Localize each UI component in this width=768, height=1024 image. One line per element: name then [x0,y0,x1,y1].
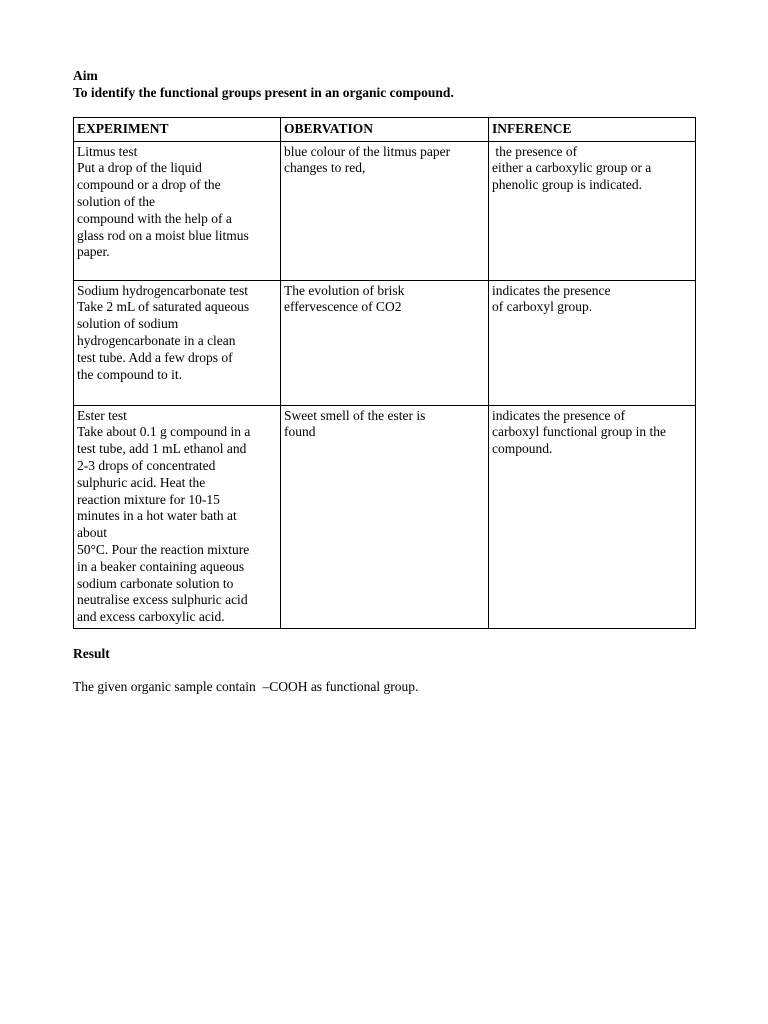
cell-text-line: indicates the presence of [492,407,626,423]
cell-text-line: indicates the presence [492,282,611,298]
cell-text-line: and excess carboxylic acid. [77,609,225,625]
header-observation: OBERVATION [281,117,489,141]
cell-text-line: of carboxyl group. [492,299,593,315]
result-heading: Result [73,645,110,661]
cell-text-line: Sweet smell of the ester is [284,407,426,423]
cell-text-line: the presence of [492,143,578,159]
cell-text-line: blue colour of the litmus paper [284,143,451,159]
table-row [74,141,696,280]
cell-text-line: about [77,525,107,541]
cell-text-line: Put a drop of the liquid [77,160,202,176]
cell-text-line: Take about 0.1 g compound in a [77,424,251,440]
cell-text-line: minutes in a hot water bath at [77,508,237,524]
cell-text-line: reaction mixture for 10-15 [77,491,220,507]
cell-text-line: either a carboxylic group or a [492,160,652,176]
cell-text-line: glass rod on a moist blue litmus [77,227,249,243]
cell-text-line: test tube, add 1 mL ethanol and [77,441,247,457]
cell-text-line: neutralise excess sulphuric acid [77,592,248,608]
cell-text-line: solution of the [77,193,155,209]
cell-text-line: changes to red, [284,160,366,176]
table-row [74,280,696,405]
cell-text-line: compound. [492,441,553,457]
observation-cell [281,405,489,628]
header-experiment: EXPERIMENT [74,117,281,141]
cell-text-line: Sodium hydrogencarbonate test [77,282,248,298]
table-header-row [74,117,696,141]
cell-text-line: Litmus test [77,143,138,159]
cell-text-line: carboxyl functional group in the [492,424,666,440]
inference-cell [489,280,696,405]
inference-cell [489,141,696,280]
cell-text-line: sulphuric acid. Heat the [77,474,206,490]
cell-text-line: compound or a drop of the [77,177,221,193]
experiment-cell [74,405,281,628]
cell-text-line: found [284,424,316,440]
cell-text-line: Ester test [77,407,127,423]
cell-text-line: sodium carbonate solution to [77,575,234,591]
observation-cell [281,141,489,280]
cell-text-line: paper. [77,244,110,260]
cell-text-line: Take 2 mL of saturated aqueous [77,299,250,315]
document-page [73,68,695,696]
cell-text-line: the compound to it. [77,366,182,382]
header-inference: INFERENCE [489,117,696,141]
table-row [74,405,696,628]
cell-text-line: phenolic group is indicated. [492,177,642,193]
cell-text-line: test tube. Add a few drops of [77,349,233,365]
cell-text-line: hydrogencarbonate in a clean [77,332,236,348]
aim-text: To identify the functional groups present in an organic compound. [73,84,454,100]
cell-text-line: The evolution of brisk [284,282,405,298]
cell-text-line: in a beaker containing aqueous [77,558,245,574]
cell-text-line: compound with the help of a [77,210,232,226]
cell-text-line: effervescence of CO2 [284,299,402,315]
result-text: The given organic sample contain –COOH as functional group. [73,679,419,695]
experiment-table [73,117,696,629]
cell-text-line: solution of sodium [77,316,179,332]
cell-text-line: 50°C. Pour the reaction mixture [77,541,250,557]
experiment-cell [74,141,281,280]
experiment-cell [74,280,281,405]
inference-cell [489,405,696,628]
aim-heading: Aim [73,68,98,83]
cell-text-line: 2-3 drops of concentrated [77,457,216,473]
observation-cell [281,280,489,405]
